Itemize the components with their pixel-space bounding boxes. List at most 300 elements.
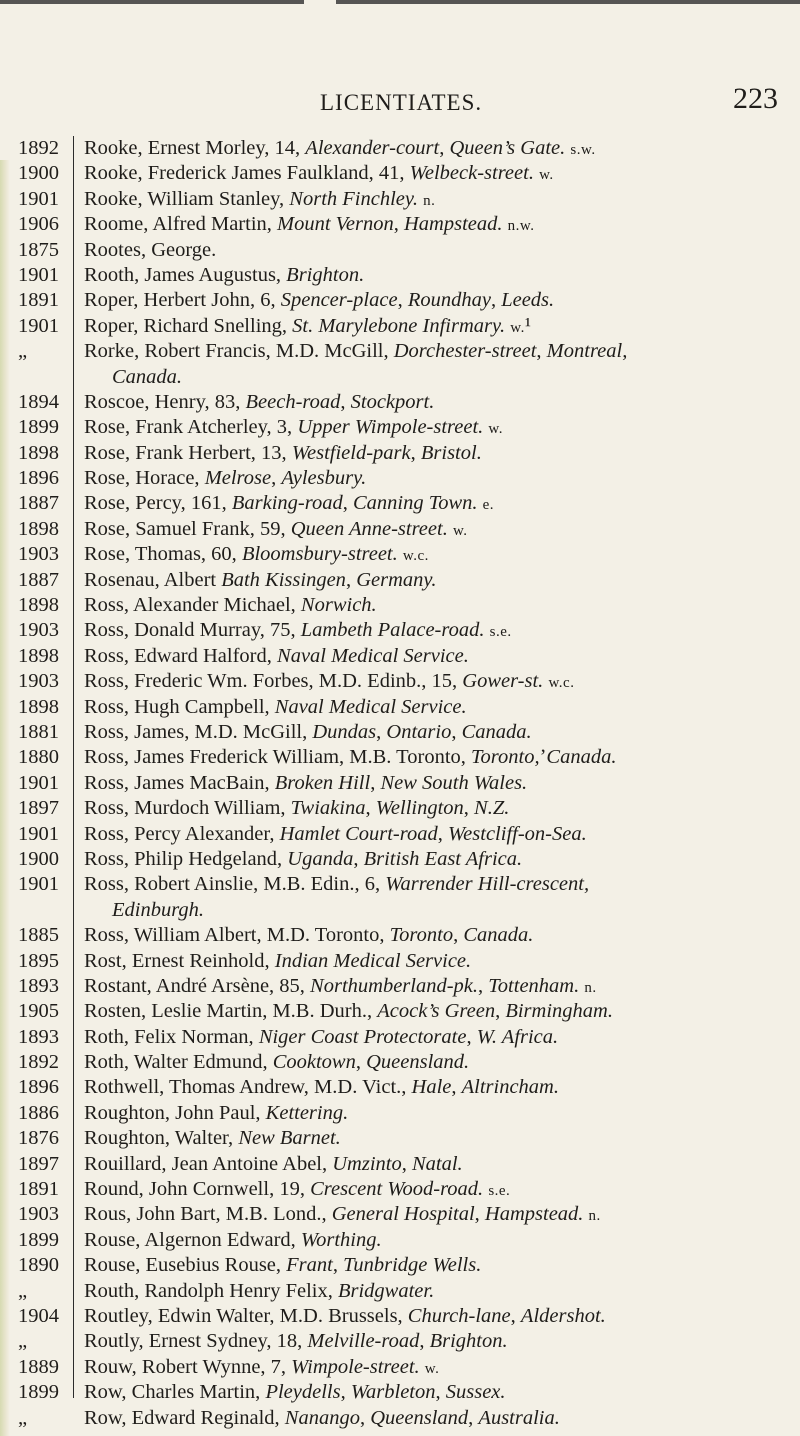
entry-text: [84, 949, 794, 974]
entry-address-italic: Westcliff-on-Sea.: [447, 822, 587, 845]
entry-year: 1900: [18, 847, 59, 870]
postal-district: w.: [424, 1360, 440, 1377]
entry-line: [84, 1126, 794, 1151]
entry-address-italic: Birmingham.: [505, 1000, 613, 1023]
entry-segment: Rose, Horace,: [84, 467, 205, 490]
entry-year: 1892: [18, 137, 59, 159]
list-item: [0, 263, 800, 288]
entry-segment: ,: [510, 1305, 521, 1327]
entry-year: 1899: [18, 1381, 59, 1404]
entry-line: [84, 593, 794, 618]
entry-segment: ,: [451, 721, 462, 743]
entry-segment: Rooke, Ernest Morley, 14,: [84, 137, 306, 159]
entry-year: 1901: [18, 187, 59, 210]
list-item: [0, 415, 800, 440]
entry-line: [84, 390, 794, 415]
postal-district: w.c.: [402, 548, 429, 565]
entry-address-italic: Leeds.: [501, 289, 555, 312]
list-item: [0, 1126, 800, 1151]
entry-address-italic: British East Africa.: [363, 847, 523, 870]
entry-year: 1904: [18, 1305, 59, 1327]
entry-segment: ,: [359, 1406, 371, 1429]
entry-text: [84, 720, 794, 745]
entry-address-italic: Queen’s Gate.: [449, 137, 566, 159]
entry-segment: Rooth, James Augustus,: [84, 263, 287, 286]
entry-segment: Ross, Alexander Michael,: [84, 594, 301, 617]
entry-year: 1876: [18, 1127, 59, 1150]
entry-segment: ,: [370, 771, 381, 794]
list-item: [0, 593, 800, 618]
list-item: [0, 1228, 800, 1253]
entry-text: [84, 1406, 794, 1431]
entry-address-italic: Pleydells: [265, 1381, 341, 1404]
entry-text: [84, 1279, 794, 1304]
entry-address-italic: New South Wales.: [380, 771, 528, 794]
entry-text: [84, 644, 794, 669]
entry-address-italic: Barking-road: [231, 492, 343, 515]
entry-line: [84, 847, 794, 872]
entry-segment: Ross, James, M.D. McGill,: [84, 721, 313, 743]
entry-segment: Routley, Edwin Walter, M.D. Brussels,: [84, 1305, 408, 1327]
entry-segment: ,: [478, 974, 489, 997]
list-item: [0, 517, 800, 542]
entry-line: [84, 314, 794, 339]
list-item: [0, 288, 800, 313]
entry-segment: Ross, Robert Ainslie, M.B. Edin., 6,: [84, 873, 386, 896]
list-item: [0, 1152, 800, 1177]
entry-address-italic: Roundhay: [407, 289, 491, 312]
entry-text: [84, 212, 794, 237]
postal-district: w.: [510, 319, 525, 336]
entry-address-italic: Naval Medical Service.: [277, 644, 469, 667]
entry-address-italic: Nanango: [284, 1406, 360, 1429]
entry-address-italic: Northumberland-pk.: [310, 974, 479, 997]
entry-address-italic: Natal.: [411, 1152, 463, 1175]
entry-line: [84, 517, 794, 542]
entry-address-italic: N.Z.: [474, 797, 510, 820]
entry-year: 1894: [18, 390, 59, 413]
entry-year: 1898: [18, 644, 59, 667]
entry-year: 1901: [18, 314, 59, 337]
entry-segment: Ross, Frederic Wm. Forbes, M.D. Edinb., 15,: [84, 670, 463, 693]
entry-year: 1897: [18, 1152, 59, 1175]
entry-text: [84, 238, 794, 263]
entry-address-italic: Canning Town.: [352, 492, 478, 515]
entry-year: 1901: [18, 822, 59, 845]
entry-address-italic: Sussex.: [445, 1381, 506, 1404]
postal-district: n.: [588, 1208, 601, 1225]
list-item: [0, 1380, 800, 1405]
entry-address-italic: Bristol.: [420, 441, 482, 464]
entry-text: [84, 618, 794, 643]
entry-segment: ,: [401, 1152, 412, 1175]
entry-line: [84, 1355, 794, 1380]
entry-segment: Ross, Donald Murray, 75,: [84, 619, 301, 642]
entry-year: 1891: [18, 1178, 59, 1201]
entry-text: [84, 339, 794, 390]
list-item: [0, 542, 800, 567]
entry-text: [84, 314, 794, 339]
entry-year: 1893: [18, 974, 59, 997]
entry-address-italic: Hampstead.: [404, 213, 503, 236]
entry-year: 1901: [18, 771, 59, 794]
entry-address-italic: Uganda: [287, 847, 354, 870]
entry-segment: ,: [353, 847, 364, 870]
entry-line: [84, 949, 794, 974]
entry-line: [84, 568, 794, 593]
entry-line: [84, 1279, 794, 1304]
entry-address-italic: Worthing.: [300, 1228, 382, 1251]
entry-line: [84, 923, 794, 948]
entry-address-italic: Hale: [411, 1076, 452, 1099]
entry-segment: Rose, Frank Herbert, 13,: [84, 441, 292, 464]
postal-district: w.: [452, 522, 468, 539]
entry-text: [84, 822, 794, 847]
list-item: [0, 339, 800, 390]
entry-segment: Rost, Ernest Reinhold,: [84, 949, 275, 972]
entry-year: 1886: [18, 1101, 59, 1124]
entry-address-italic: Naval Medical Service.: [274, 695, 467, 718]
entry-segment: Rostant, André Arsène, 85,: [84, 974, 311, 997]
entry-line: [84, 644, 794, 669]
entry-address-italic: Stockport.: [350, 390, 435, 413]
entry-address-italic: Germany.: [356, 568, 437, 591]
entry-segment: Roth, Walter Edmund,: [84, 1051, 273, 1074]
entry-address-italic: Canada.: [461, 721, 532, 743]
entry-address-italic: Canada.: [463, 924, 534, 947]
page-header: [0, 82, 800, 130]
entry-segment: ,: [437, 822, 448, 845]
licentiates-list: [0, 136, 800, 1431]
entry-segment: Rouse, Eusebius Rouse,: [84, 1254, 287, 1277]
entry-line: [84, 136, 794, 161]
list-item: [0, 1050, 800, 1075]
entry-address-italic: Brighton.: [286, 263, 365, 286]
entry-year: 1899: [18, 416, 59, 439]
entry-address-italic: Queen Anne-street.: [290, 517, 448, 540]
entry-text: [84, 1152, 794, 1177]
entry-segment: ¹: [524, 314, 531, 337]
entry-line: [84, 415, 794, 440]
entry-address-italic: Edinburgh.: [112, 898, 205, 921]
entry-year: „: [18, 340, 28, 363]
list-item: [0, 1177, 800, 1202]
entry-address-italic: Dundas: [312, 721, 377, 743]
list-item: [0, 847, 800, 872]
entry-address-italic: Niger Coast Protectorate: [258, 1025, 467, 1048]
list-item: [0, 872, 800, 923]
entry-segment: ,: [536, 340, 547, 363]
entry-address-italic: Aldershot.: [520, 1305, 606, 1327]
entry-segment: Ross, James Frederick William, M.B. Toronto,: [84, 746, 472, 769]
entry-year: 1903: [18, 543, 59, 566]
entry-segment: Rootes, George.: [84, 238, 217, 261]
entry-text: [84, 390, 794, 415]
entry-segment: Rouse, Algernon Edward,: [84, 1228, 301, 1251]
entry-address-italic: Twiakina: [290, 797, 366, 820]
entry-line: [84, 238, 794, 263]
entry-address-italic: Norwich.: [300, 594, 377, 617]
entry-year: 1897: [18, 797, 59, 820]
entry-segment: Routly, Ernest Sydney, 18,: [84, 1330, 308, 1353]
list-item: [0, 466, 800, 491]
entry-address-italic: North Finchley.: [289, 187, 418, 210]
list-item: [0, 1025, 800, 1050]
entry-address-italic: St. Marylebone Infirmary.: [292, 314, 506, 337]
entry-text: [84, 415, 794, 440]
entry-year: 1898: [18, 517, 59, 540]
postal-district: w.: [488, 421, 504, 438]
entry-text: [84, 441, 794, 466]
list-item: [0, 1075, 800, 1100]
entry-year: 1895: [18, 949, 59, 972]
entry-segment: ,: [376, 721, 387, 743]
entry-text: [84, 187, 794, 212]
entry-line: [84, 974, 794, 999]
entry-segment: Rorke, Robert Francis, M.D. McGill,: [84, 340, 394, 363]
entry-line: [84, 999, 794, 1024]
entry-year: „: [18, 1406, 28, 1429]
postal-district: w.: [539, 167, 554, 184]
entry-address-italic: Melville-road: [307, 1330, 420, 1353]
entry-year: 1880: [18, 746, 59, 769]
entry-address-italic: New Barnet.: [238, 1127, 341, 1150]
entry-address-italic: Tunbridge Wells.: [343, 1254, 482, 1277]
entry-address-italic: Queensland.: [366, 1051, 470, 1074]
entry-year: 1889: [18, 1355, 59, 1378]
entry-address-italic: Church-lane: [407, 1305, 511, 1327]
entry-address-italic: General Hospital: [331, 1203, 475, 1226]
entry-segment: ,: [355, 1051, 367, 1074]
list-item: [0, 1279, 800, 1304]
entry-segment: Rose, Samuel Frank, 59,: [84, 517, 291, 540]
entry-line: [84, 1177, 794, 1202]
entry-year: 1887: [18, 492, 59, 515]
entry-year: 1893: [18, 1025, 59, 1048]
entry-address-italic: Aylesbury.: [281, 467, 367, 490]
entry-line: [84, 1253, 794, 1278]
entry-address-italic: Melrose: [204, 467, 272, 490]
entry-year: 1898: [18, 594, 59, 617]
entry-address-italic: Warrender Hill-crescent,: [385, 873, 590, 896]
list-item: [0, 314, 800, 339]
entry-address-italic: Mount Vernon: [277, 213, 394, 236]
entry-text: [84, 466, 794, 491]
entry-segment: ,: [463, 797, 475, 820]
entry-line: [84, 618, 794, 643]
running-head: LICENTIATES.: [320, 90, 483, 115]
entry-text: [84, 771, 794, 796]
entry-line: [84, 1025, 794, 1050]
list-item: [0, 1253, 800, 1278]
entry-address-italic: Hampstead.: [484, 1203, 584, 1226]
entry-segment: Rooke, Frederick James Faulkland, 41,: [84, 162, 410, 185]
entry-year: 1905: [18, 1000, 59, 1023]
entry-segment: Ross, William Albert, M.D. Toronto,: [84, 924, 390, 947]
entry-year: 1901: [18, 263, 59, 286]
entry-address-italic: Welbeck-street.: [409, 162, 534, 185]
entry-address-italic: Canada.: [112, 365, 183, 388]
entry-address-italic: Kettering.: [265, 1101, 349, 1124]
entry-segment: Roper, Herbert John, 6,: [84, 289, 281, 312]
list-item: [0, 822, 800, 847]
entry-address-italic: Warbleton: [350, 1381, 436, 1404]
entry-segment: ,: [271, 467, 282, 490]
entry-year: 1881: [18, 721, 59, 743]
entry-segment: Roper, Richard Snelling,: [84, 314, 293, 337]
entry-segment: ,: [419, 1330, 430, 1353]
entry-line: [84, 720, 794, 745]
entry-text: [84, 593, 794, 618]
entry-address-italic: Westfield-park: [291, 441, 411, 464]
entry-year: „: [18, 1279, 28, 1302]
entry-year: 1892: [18, 1051, 59, 1074]
entry-segment: Rose, Percy, 161,: [84, 492, 232, 515]
list-item: [0, 669, 800, 694]
entry-line: [84, 1152, 794, 1177]
entry-year: 1901: [18, 873, 59, 896]
entry-segment: ,: [342, 492, 353, 515]
postal-district: n.: [584, 979, 597, 996]
entry-address-italic: Queensland: [370, 1406, 469, 1429]
entry-segment: Rosenau, Albert: [84, 568, 222, 591]
entry-year: 1906: [18, 213, 59, 236]
entry-line: [84, 872, 794, 897]
list-item: [0, 441, 800, 466]
entry-address-italic: Tottenham.: [488, 974, 580, 997]
entry-line: [84, 745, 794, 770]
entry-line: [84, 1228, 794, 1253]
entry-segment: Rouw, Robert Wynne, 7,: [84, 1355, 292, 1378]
entry-address-italic: Ontario: [386, 721, 452, 743]
entry-line: [84, 822, 794, 847]
entry-year: 1896: [18, 1076, 59, 1099]
entry-address-italic: Cooktown: [272, 1051, 356, 1074]
entry-segment: Rouillard, Jean Antoine Abel,: [84, 1152, 333, 1175]
entry-segment: ,: [397, 289, 408, 312]
entry-address-italic: Australia.: [478, 1406, 560, 1429]
entry-line: [84, 771, 794, 796]
list-item: [0, 923, 800, 948]
entry-segment: Ross, James MacBain,: [84, 771, 275, 794]
entry-segment: Routh, Randolph Henry Felix,: [84, 1279, 338, 1302]
entry-year: 1891: [18, 289, 59, 312]
entry-text: [84, 1075, 794, 1100]
entry-text: [84, 847, 794, 872]
entry-text: [84, 1329, 794, 1354]
postal-district: s.e.: [488, 1183, 511, 1200]
entry-text: [84, 1177, 794, 1202]
entry-line: [84, 212, 794, 237]
postal-district: n.w.: [507, 218, 535, 235]
list-item: [0, 568, 800, 593]
entry-address-italic: Umzinto: [332, 1152, 402, 1175]
entry-line: [84, 1050, 794, 1075]
entry-text: [84, 1253, 794, 1278]
entry-address-italic: Montreal,: [546, 340, 628, 363]
entry-segment: ʼ: [539, 746, 547, 769]
entry-segment: Roughton, Walter,: [84, 1127, 239, 1150]
list-item: [0, 238, 800, 263]
entry-text: [84, 491, 794, 516]
entry-year: „: [18, 1330, 28, 1353]
entry-text: [84, 161, 794, 186]
entry-text: [84, 568, 794, 593]
page-number: 223: [733, 82, 778, 115]
entry-year: 1903: [18, 670, 59, 693]
entry-line: [84, 669, 794, 694]
list-item: [0, 187, 800, 212]
entry-line: [84, 1101, 794, 1126]
entry-text: [84, 1228, 794, 1253]
entry-address-italic: W. Africa.: [476, 1025, 559, 1048]
entry-address-italic: Wellington: [375, 797, 464, 820]
entry-line: [84, 466, 794, 491]
list-item: [0, 949, 800, 974]
entry-segment: ,: [393, 213, 404, 236]
list-item: [0, 1101, 800, 1126]
entry-line: [84, 1406, 794, 1431]
entry-segment: Rose, Frank Atcherley, 3,: [84, 416, 298, 439]
postal-district: n.: [423, 192, 436, 209]
entry-text: [84, 1380, 794, 1405]
entry-address-italic: Altrincham.: [461, 1076, 559, 1099]
entry-segment: ,: [466, 1025, 477, 1048]
entry-text: [84, 695, 794, 720]
entry-year: 1898: [18, 695, 59, 718]
list-item: [0, 390, 800, 415]
entry-segment: ,: [468, 1406, 479, 1429]
entry-address-italic: Toronto,: [471, 746, 540, 769]
list-item: [0, 212, 800, 237]
list-item: [0, 720, 800, 745]
entry-address-italic: Broken Hill: [274, 771, 371, 794]
entry-segment: ,: [495, 1000, 506, 1023]
entry-address-italic: Lambeth Palace-road.: [300, 619, 485, 642]
list-item: [0, 796, 800, 821]
postal-district: e.: [482, 497, 495, 514]
entry-line: [84, 187, 794, 212]
entry-segment: Rosten, Leslie Martin, M.B. Durh.,: [84, 1000, 378, 1023]
entry-address-italic: Bloomsbury-street.: [241, 543, 398, 566]
entry-line: [84, 339, 794, 364]
entry-segment: Rooke, William Stanley,: [84, 187, 290, 210]
entry-address-italic: Bridgwater.: [337, 1279, 435, 1302]
entry-text: [84, 263, 794, 288]
entry-address-italic: Alexander-court: [305, 137, 440, 159]
entry-segment: Ross, Percy Alexander,: [84, 822, 280, 845]
list-item: [0, 695, 800, 720]
list-item: [0, 1406, 800, 1431]
entry-address-italic: Gower-st.: [462, 670, 544, 693]
entry-address-italic: Hamlet Court-road: [279, 822, 438, 845]
entry-year: 1896: [18, 467, 59, 490]
list-item: [0, 999, 800, 1024]
top-edge-rule: [0, 0, 800, 4]
entry-text: [84, 745, 794, 770]
entry-line: [84, 1202, 794, 1227]
entry-address-italic: Dorchester-street: [393, 340, 537, 363]
entry-address-italic: Indian Medical Service.: [274, 949, 472, 972]
entry-segment: Rous, John Bart, M.B. Lond.,: [84, 1203, 332, 1226]
entry-segment: Rothwell, Thomas Andrew, M.D. Vict.,: [84, 1076, 412, 1099]
entry-segment: Ross, Philip Hedgeland,: [84, 847, 288, 870]
entry-address-italic: Toronto: [389, 924, 454, 947]
entry-segment: ,: [340, 1381, 351, 1404]
entry-line: [84, 1380, 794, 1405]
entry-address-italic: Bath Kissingen: [221, 568, 346, 591]
entry-line: [84, 263, 794, 288]
